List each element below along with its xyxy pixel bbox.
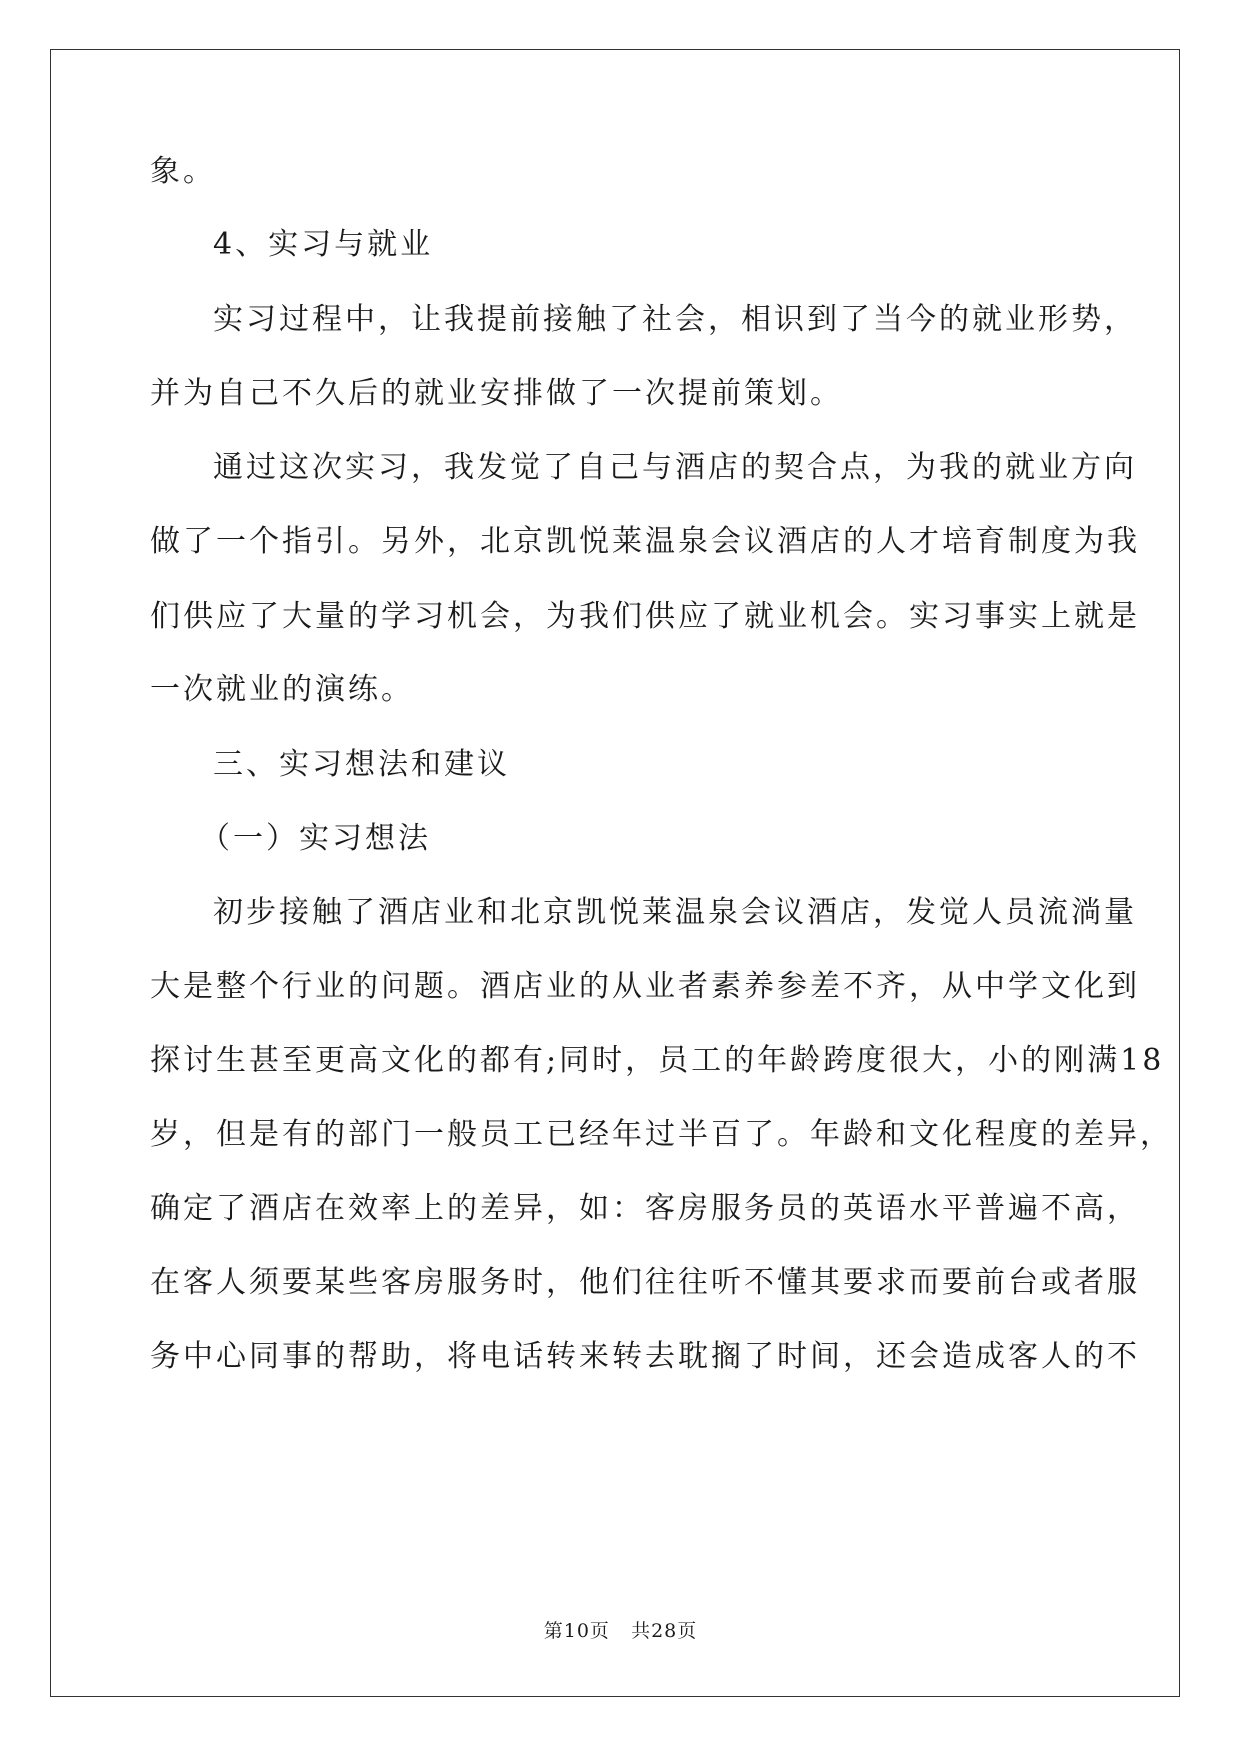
text-line: 象。 [150,154,216,189]
text-line: 并为自己不久后的就业安排做了一次提前策划。 [150,376,843,411]
text-line: 通过这次实习，我发觉了自己与酒店的契合点，为我的就业方向 [213,450,1137,485]
text-line: 们供应了大量的学习机会，为我们供应了就业机会。实习事实上就是 [150,599,1140,634]
section-heading: 三、实习想法和建议 [213,747,510,782]
page-footer [0,1616,1241,1643]
page-total: 共28页 [631,1620,698,1642]
text-line: 大是整个行业的问题。酒店业的从业者素养参差不齐，从中学文化到 [150,969,1140,1004]
text-line: 在客人须要某些客房服务时，他们往往听不懂其要求而要前台或者服 [150,1265,1140,1300]
section-heading: 4、实习与就业 [213,227,434,262]
text-line: 一次就业的演练。 [150,672,414,707]
text-line: 探讨生甚至更高文化的都有;同时，员工的年龄跨度很大，小的刚满18 [150,1043,1165,1078]
text-line: 实习过程中，让我提前接触了社会，相识到了当今的就业形势， [213,302,1137,337]
text-line: 初步接触了酒店业和北京凯悦莱温泉会议酒店，发觉人员流淌量 [213,895,1137,930]
page-number: 第10页 [543,1620,610,1642]
text-line: 确定了酒店在效率上的差异，如：客房服务员的英语水平普遍不高， [150,1191,1140,1226]
text-line: 岁，但是有的部门一般员工已经年过半百了。年龄和文化程度的差异， [150,1117,1173,1152]
subsection-heading: （一）实习想法 [200,821,431,856]
text-line: 务中心同事的帮助，将电话转来转去耽搁了时间，还会造成客人的不 [150,1339,1140,1374]
text-line: 做了一个指引。另外，北京凯悦莱温泉会议酒店的人才培育制度为我 [150,524,1140,559]
